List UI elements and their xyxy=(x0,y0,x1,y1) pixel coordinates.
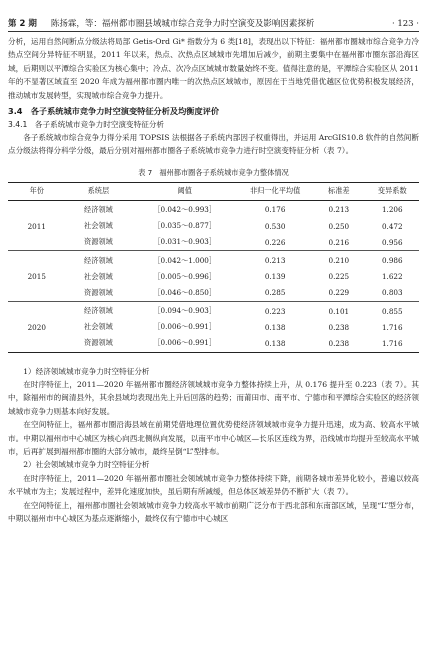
table-row xyxy=(8,285,419,302)
subsection-1-paragraph-spatial: 在空间特征上，福州都市圈沿海县域在前期凭借地理位置优势使经济领域城市竞争力提升迅速，成为高、较高水平城市。中期以福州市中心城区为核心向西北侧纵向发展，以南平市中心城区—长乐区连线为界，沿线城市均提升至较高水平城市，后再扩展到福州都市圈的大部分城市，最终呈倒“L”型排布。 xyxy=(8,420,419,456)
table-row xyxy=(8,218,419,234)
std-cell: 0.216 xyxy=(328,237,350,247)
cv-cell: 0.803 xyxy=(381,288,403,298)
cv-cell: 0.986 xyxy=(381,256,403,265)
system-cell: 经济领域 xyxy=(84,204,113,214)
subsection-2-paragraph-spatial: 在空间特征上，福州都市圈社会领域城市竞争力较高水平城市前期广泛分布于西北部和东南部区域，呈现“L”型分布，中期以福州市中心城区为基点逐渐缩小，最终仅有宁德市中心城区 xyxy=(8,500,419,523)
mean-cell: 0.138 xyxy=(264,322,286,332)
std-cell: 0.210 xyxy=(328,256,350,265)
table-row xyxy=(8,335,419,352)
year-cell: 2011 xyxy=(27,221,46,231)
threshold-cell: ［0.006～0.991］ xyxy=(153,322,217,332)
mean-cell: 0.176 xyxy=(264,205,286,215)
table-caption: 表 7 福州都市圈各子系统城市竞争力整体情况 xyxy=(138,167,289,177)
header-mean: 非归一化平均值 xyxy=(249,186,301,196)
table-row xyxy=(8,200,419,218)
table-row xyxy=(8,234,419,251)
paper-page xyxy=(8,0,419,525)
cv-cell: 1.716 xyxy=(381,322,403,332)
std-cell: 0.213 xyxy=(328,205,350,215)
running-header xyxy=(8,8,419,32)
std-cell: 0.101 xyxy=(328,306,350,316)
std-cell: 0.250 xyxy=(328,221,350,231)
section-heading-3-4: 3.4 各子系统城市竞争力时空演变特征分析及均衡度评价 xyxy=(8,106,220,117)
system-cell: 经济领域 xyxy=(84,255,113,265)
table-row xyxy=(8,301,419,319)
std-cell: 0.229 xyxy=(328,288,350,298)
cv-cell: 1.716 xyxy=(381,338,403,348)
subsystem-competitiveness-table xyxy=(8,182,419,353)
threshold-cell: ［0.035～0.877］ xyxy=(153,221,217,231)
table-row xyxy=(8,251,419,269)
running-title: 陈扬霖，等：福州都市圈县域城市综合竞争力时空演变及影响因素探析 xyxy=(50,19,315,29)
issue-number: 第 2 期 xyxy=(8,19,37,29)
intro-paragraph: 分析，运用自然间断点分级法将局部 Getis-Ord Gi* 指数分为 6 类[18]，表现出以下特征：福州都市圈城市综合竞争力冷热点空间分异特征不明显，2011 年以来，热点、次热点区域城市先增加后减少，前期主要集中在福州都市圈东部沿海区域，后期则以平潭综合实验区为核心集中；冷点、次冷点区域城市数量始终不变。值得注意的是，平潭综合实验区从 2011 年的不显著区域直至 2020 年成为福州都市圈内唯一的次热点区域城市，原因在于当地凭借优越区位优势积极发展经济，推动城市发展转型，实现城市综合竞争力提升。 xyxy=(8,37,419,100)
threshold-cell: ［0.006～0.991］ xyxy=(153,338,217,348)
year-cell: 2015 xyxy=(27,272,46,282)
header-cv: 变异系数 xyxy=(377,186,407,196)
system-cell: 经济领域 xyxy=(84,306,113,316)
threshold-cell: ［0.042～1.000］ xyxy=(153,255,217,265)
system-cell: 资源领域 xyxy=(84,287,113,297)
mean-cell: 0.138 xyxy=(264,338,286,348)
mean-cell: 0.139 xyxy=(264,272,286,282)
threshold-cell: ［0.046～0.850］ xyxy=(153,287,217,297)
section-heading-3-4-1: 3.4.1 各子系统城市竞争力时空演变特征分析 xyxy=(8,120,165,130)
mean-cell: 0.226 xyxy=(264,237,286,247)
system-cell: 社会领域 xyxy=(84,221,113,231)
section-3-4-1-paragraph: 各子系统城市综合竞争力得分采用 TOPSIS 法根据各子系统内部因子权重得出，并运用 ArcGIS10.8 软件的自然间断点分级法将得分科学分级，最后分别对福州都市圈各子系统城市竞争力进行时空演变特征分析（表 7）。 xyxy=(8,133,419,156)
cv-cell: 0.855 xyxy=(381,306,403,316)
std-cell: 0.238 xyxy=(328,338,350,348)
threshold-cell: ［0.094～0.903］ xyxy=(153,306,217,316)
cv-cell: 0.956 xyxy=(381,237,403,247)
subsection-2-title: 2）社会领域城市竞争力时空特征分析 xyxy=(23,460,150,470)
system-cell: 资源领域 xyxy=(84,338,113,348)
table-row xyxy=(8,319,419,335)
system-cell: 社会领域 xyxy=(84,271,113,281)
cv-cell: 0.472 xyxy=(381,221,403,231)
cv-cell: 1.622 xyxy=(381,272,403,282)
cv-cell: 1.206 xyxy=(381,205,403,215)
threshold-cell: ［0.031～0.903］ xyxy=(153,237,217,247)
header-std: 标准差 xyxy=(328,186,350,196)
header-threshold: 阈值 xyxy=(177,186,192,196)
table-row xyxy=(8,269,419,285)
year-cell: 2020 xyxy=(27,322,46,332)
header-system-layer: 系统层 xyxy=(87,186,110,196)
table-header-row xyxy=(8,182,419,200)
subsection-1-paragraph-temporal: 在时序特征上，2011—2020 年福州都市圈经济领域城市竞争力整体持续上升，从 0.176 提升至 0.223（表 7）。其中，除福州市的闽清县外，其余县域均表现出先上升后回落的趋势；而莆田市、南平市、宁德市和平潭综合实验区的经济领域城市竞争力则基本向好发展。 xyxy=(8,379,419,416)
system-cell: 资源领域 xyxy=(84,237,113,247)
mean-cell: 0.285 xyxy=(264,288,286,298)
threshold-cell: ［0.005～0.996］ xyxy=(153,271,217,281)
header-left xyxy=(8,17,314,29)
subsection-2-paragraph-temporal: 在时序特征上，2011—2020 年福州都市圈社会领域城市竞争力整体持续下降，前期各城市差异化较小，普遍以较高水平城市为主；发展过程中，差异化速度加快，虽后期有所减缓，但总体区域差异仍不断扩大（表 7）。 xyxy=(8,473,419,497)
std-cell: 0.225 xyxy=(328,272,350,282)
subsection-1-title: 1）经济领域城市竞争力时空特征分析 xyxy=(23,366,150,376)
mean-cell: 0.213 xyxy=(264,256,286,265)
header-year: 年份 xyxy=(29,186,44,196)
threshold-cell: ［0.042～0.993］ xyxy=(153,204,217,214)
mean-cell: 0.223 xyxy=(264,306,286,316)
mean-cell: 0.530 xyxy=(264,221,286,231)
page-number: · 123 · xyxy=(391,19,419,29)
system-cell: 社会领域 xyxy=(84,322,113,332)
std-cell: 0.238 xyxy=(328,322,350,332)
